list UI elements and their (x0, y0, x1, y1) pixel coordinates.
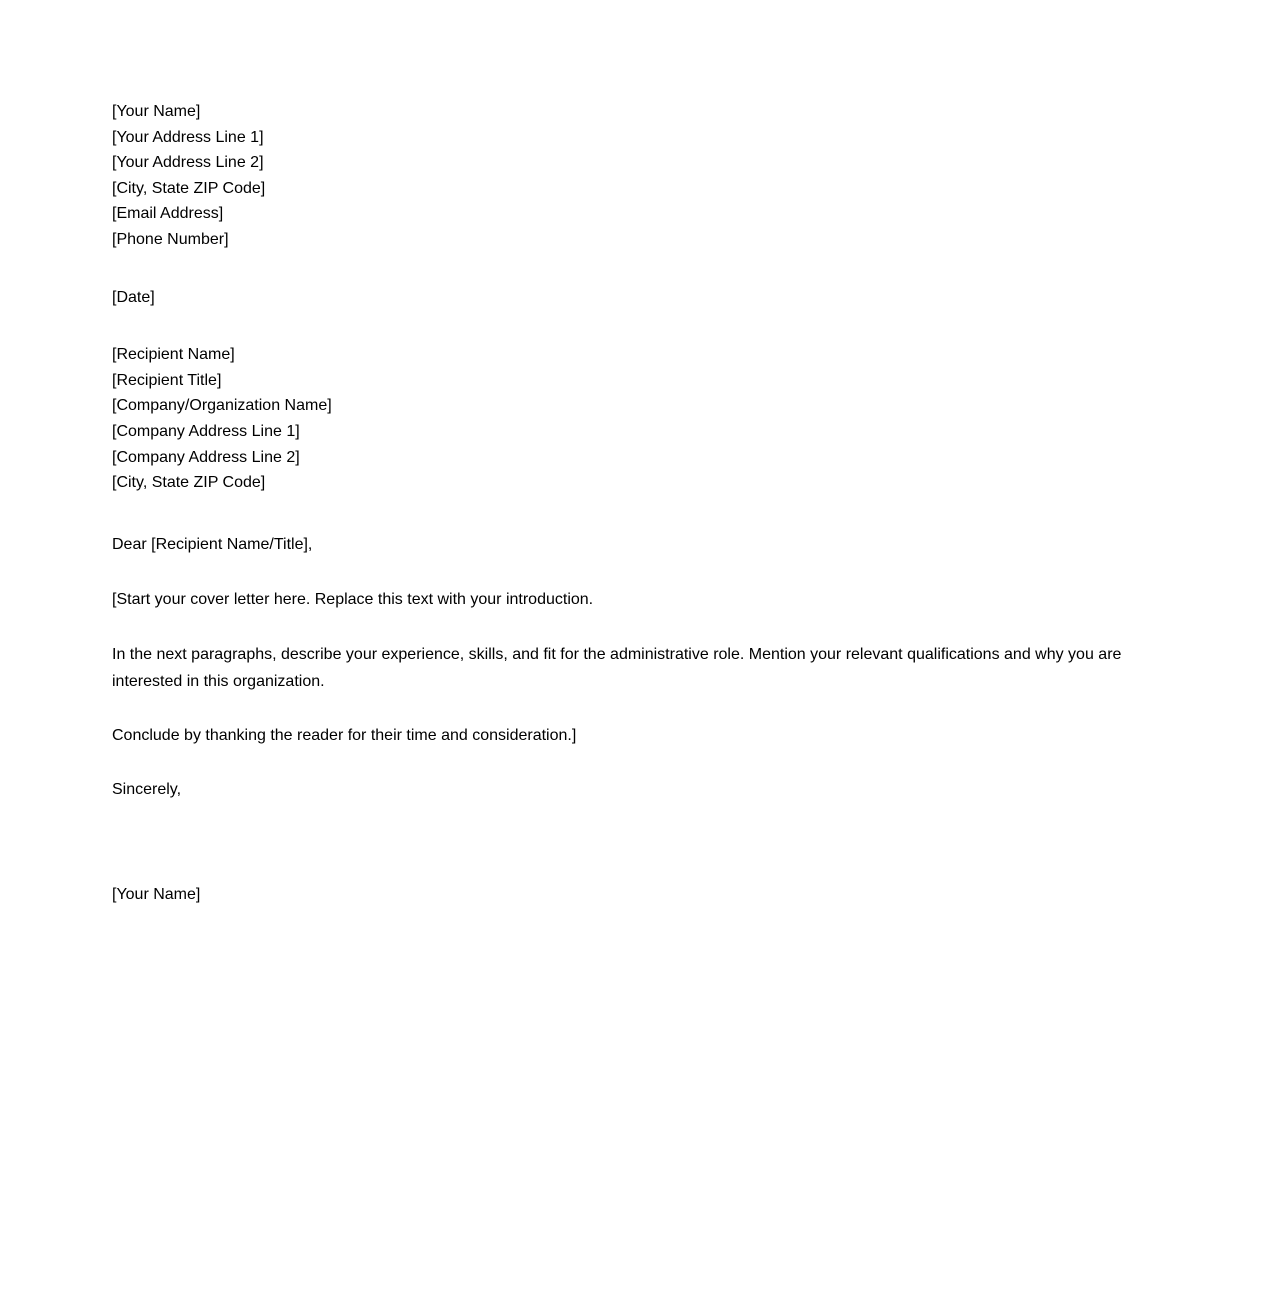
recipient-address-1: [Company Address Line 1] (112, 423, 300, 440)
salutation: Dear [Recipient Name/Title], (112, 536, 313, 553)
sender-email: [Email Address] (112, 205, 224, 222)
signature-name: [Your Name] (112, 886, 201, 903)
sender-city: [City, State ZIP Code] (112, 180, 266, 197)
closing: Sincerely, (112, 781, 182, 798)
sender-address-2: [Your Address Line 2] (112, 154, 264, 171)
body-paragraph: [Start your cover letter here. Replace this text with your introduction. (112, 591, 594, 608)
recipient-address-2: [Company Address Line 2] (112, 449, 300, 466)
recipient-company: [Company/Organization Name] (112, 397, 332, 414)
sender-name: [Your Name] (112, 103, 201, 120)
date: [Date] (112, 289, 155, 306)
body-paragraph: In the next paragraphs, describe your experience, skills, and fit for the administrative role. Mention your relevant qualifications and why you are interested in this organization. (112, 646, 1122, 690)
sender-address-1: [Your Address Line 1] (112, 129, 264, 146)
recipient-city: [City, State ZIP Code] (112, 474, 266, 491)
sender-phone: [Phone Number] (112, 231, 229, 248)
body-paragraph: Conclude by thanking the reader for their time and consideration.] (112, 727, 577, 744)
recipient-name: [Recipient Name] (112, 346, 235, 363)
recipient-title: [Recipient Title] (112, 372, 222, 389)
